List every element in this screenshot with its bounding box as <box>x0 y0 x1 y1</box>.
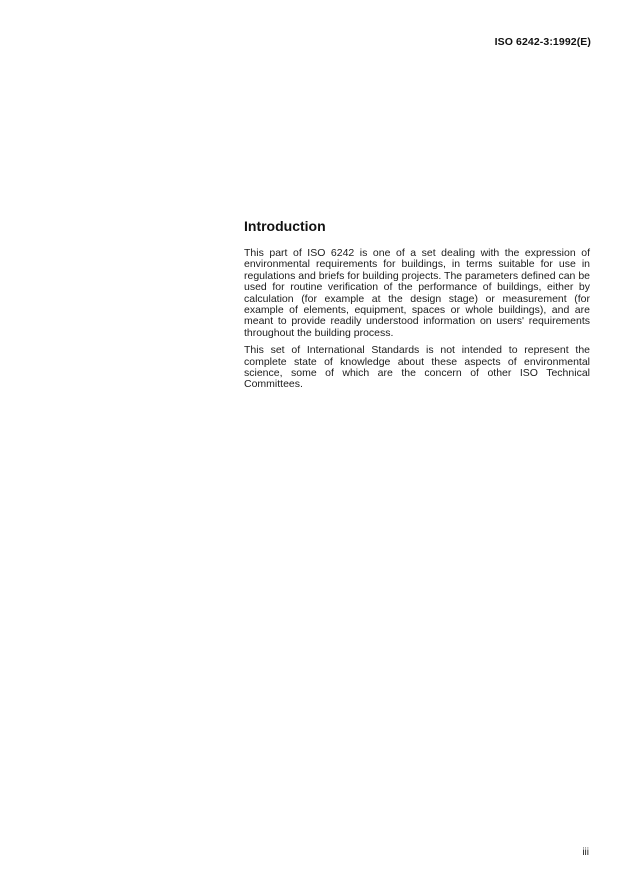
section-title: Introduction <box>244 218 326 234</box>
page-number: iii <box>582 847 589 858</box>
document-id-header: ISO 6242-3:1992(E) <box>494 36 591 48</box>
section-body <box>244 248 590 397</box>
paragraph: This set of International Standards is not intended to represent the complete state of knowledge about these aspects of environmental science, some of which are the concern of other ISO Technical Committees. <box>244 344 590 391</box>
paragraph: This part of ISO 6242 is one of a set dealing with the expression of environmental requirements for buildings, in terms suitable for use in regulations and briefs for building projects. The parameters defined can be used for routine verification of the performance of buildings, either by calculation (for example at the design stage) or measurement (for example of elements, equipment, spaces or whole buildings), and are meant to provide readily understood information on users' requirements throughout the building process. <box>244 247 590 339</box>
